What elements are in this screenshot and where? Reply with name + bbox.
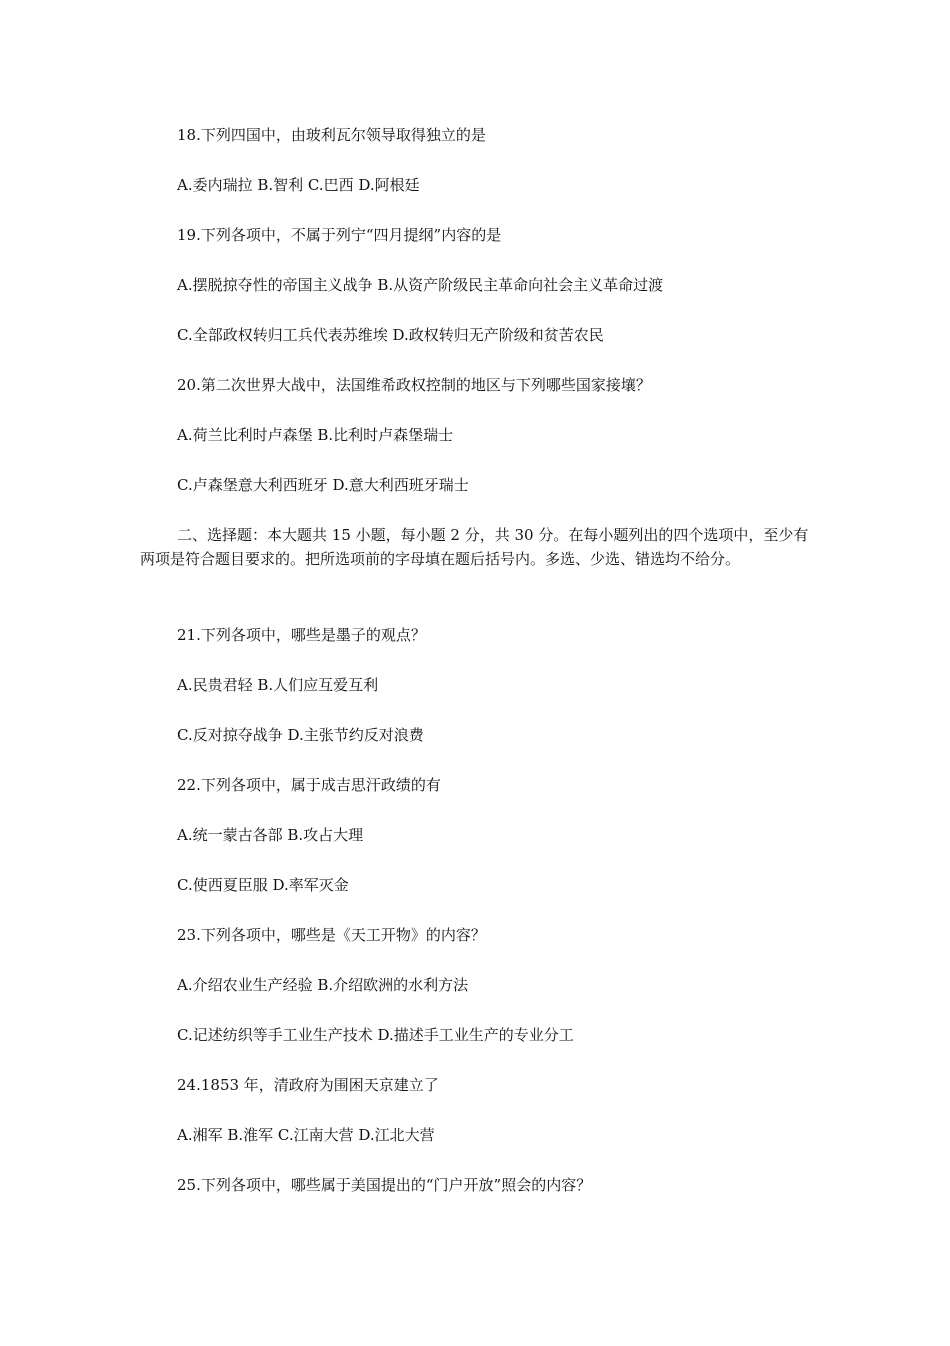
question-18-options: A.委内瑞拉 B.智利 C.巴西 D.阿根廷	[177, 176, 420, 194]
question-24-stem: 24.1853 年，清政府为围困天京建立了	[177, 1076, 439, 1094]
question-19-options-ab: A.摆脱掠夺性的帝国主义战争 B.从资产阶级民主革命向社会主义革命过渡	[177, 276, 664, 294]
question-22-options-ab: A.统一蒙古各部 B.攻占大理	[177, 826, 364, 844]
question-19-stem: 19.下列各项中，不属于列宁“四月提纲”内容的是	[177, 226, 502, 244]
question-20-options-cd: C.卢森堡意大利西班牙 D.意大利西班牙瑞士	[177, 476, 469, 494]
question-21-options-cd: C.反对掠夺战争 D.主张节约反对浪费	[177, 726, 424, 744]
question-19-options-cd: C.全部政权转归工兵代表苏维埃 D.政权转归无产阶级和贫苦农民	[177, 326, 604, 344]
question-20-stem: 20.第二次世界大战中，法国维希政权控制的地区与下列哪些国家接壤？	[177, 376, 651, 394]
question-23-options-cd: C.记述纺织等手工业生产技术 D.描述手工业生产的专业分工	[177, 1026, 574, 1044]
question-18-stem: 18.下列四国中，由玻利瓦尔领导取得独立的是	[177, 126, 486, 144]
question-23-stem: 23.下列各项中，哪些是《天工开物》的内容？	[177, 926, 486, 944]
question-25-stem: 25.下列各项中，哪些属于美国提出的“门户开放”照会的内容？	[177, 1176, 592, 1194]
question-21-options-ab: A.民贵君轻 B.人们应互爱互利	[177, 676, 379, 694]
question-22-stem: 22.下列各项中，属于成吉思汗政绩的有	[177, 776, 441, 794]
question-20-options-ab: A.荷兰比利时卢森堡 B.比利时卢森堡瑞士	[177, 426, 454, 444]
question-21-stem: 21.下列各项中，哪些是墨子的观点？	[177, 626, 426, 644]
question-24-options: A.湘军 B.淮军 C.江南大营 D.江北大营	[177, 1126, 435, 1144]
section-heading: 二、选择题：本大题共 15 小题，每小题 2 分，共 30 分。在每小题列出的四个选项中，至少有两项是符合题目要求的。把所选项前的字母填在题后括号内。多选、少选、错选均不给分。	[140, 526, 809, 568]
question-23-options-ab: A.介绍农业生产经验 B.介绍欧洲的水利方法	[177, 976, 469, 994]
question-22-options-cd: C.使西夏臣服 D.率军灭金	[177, 876, 349, 894]
